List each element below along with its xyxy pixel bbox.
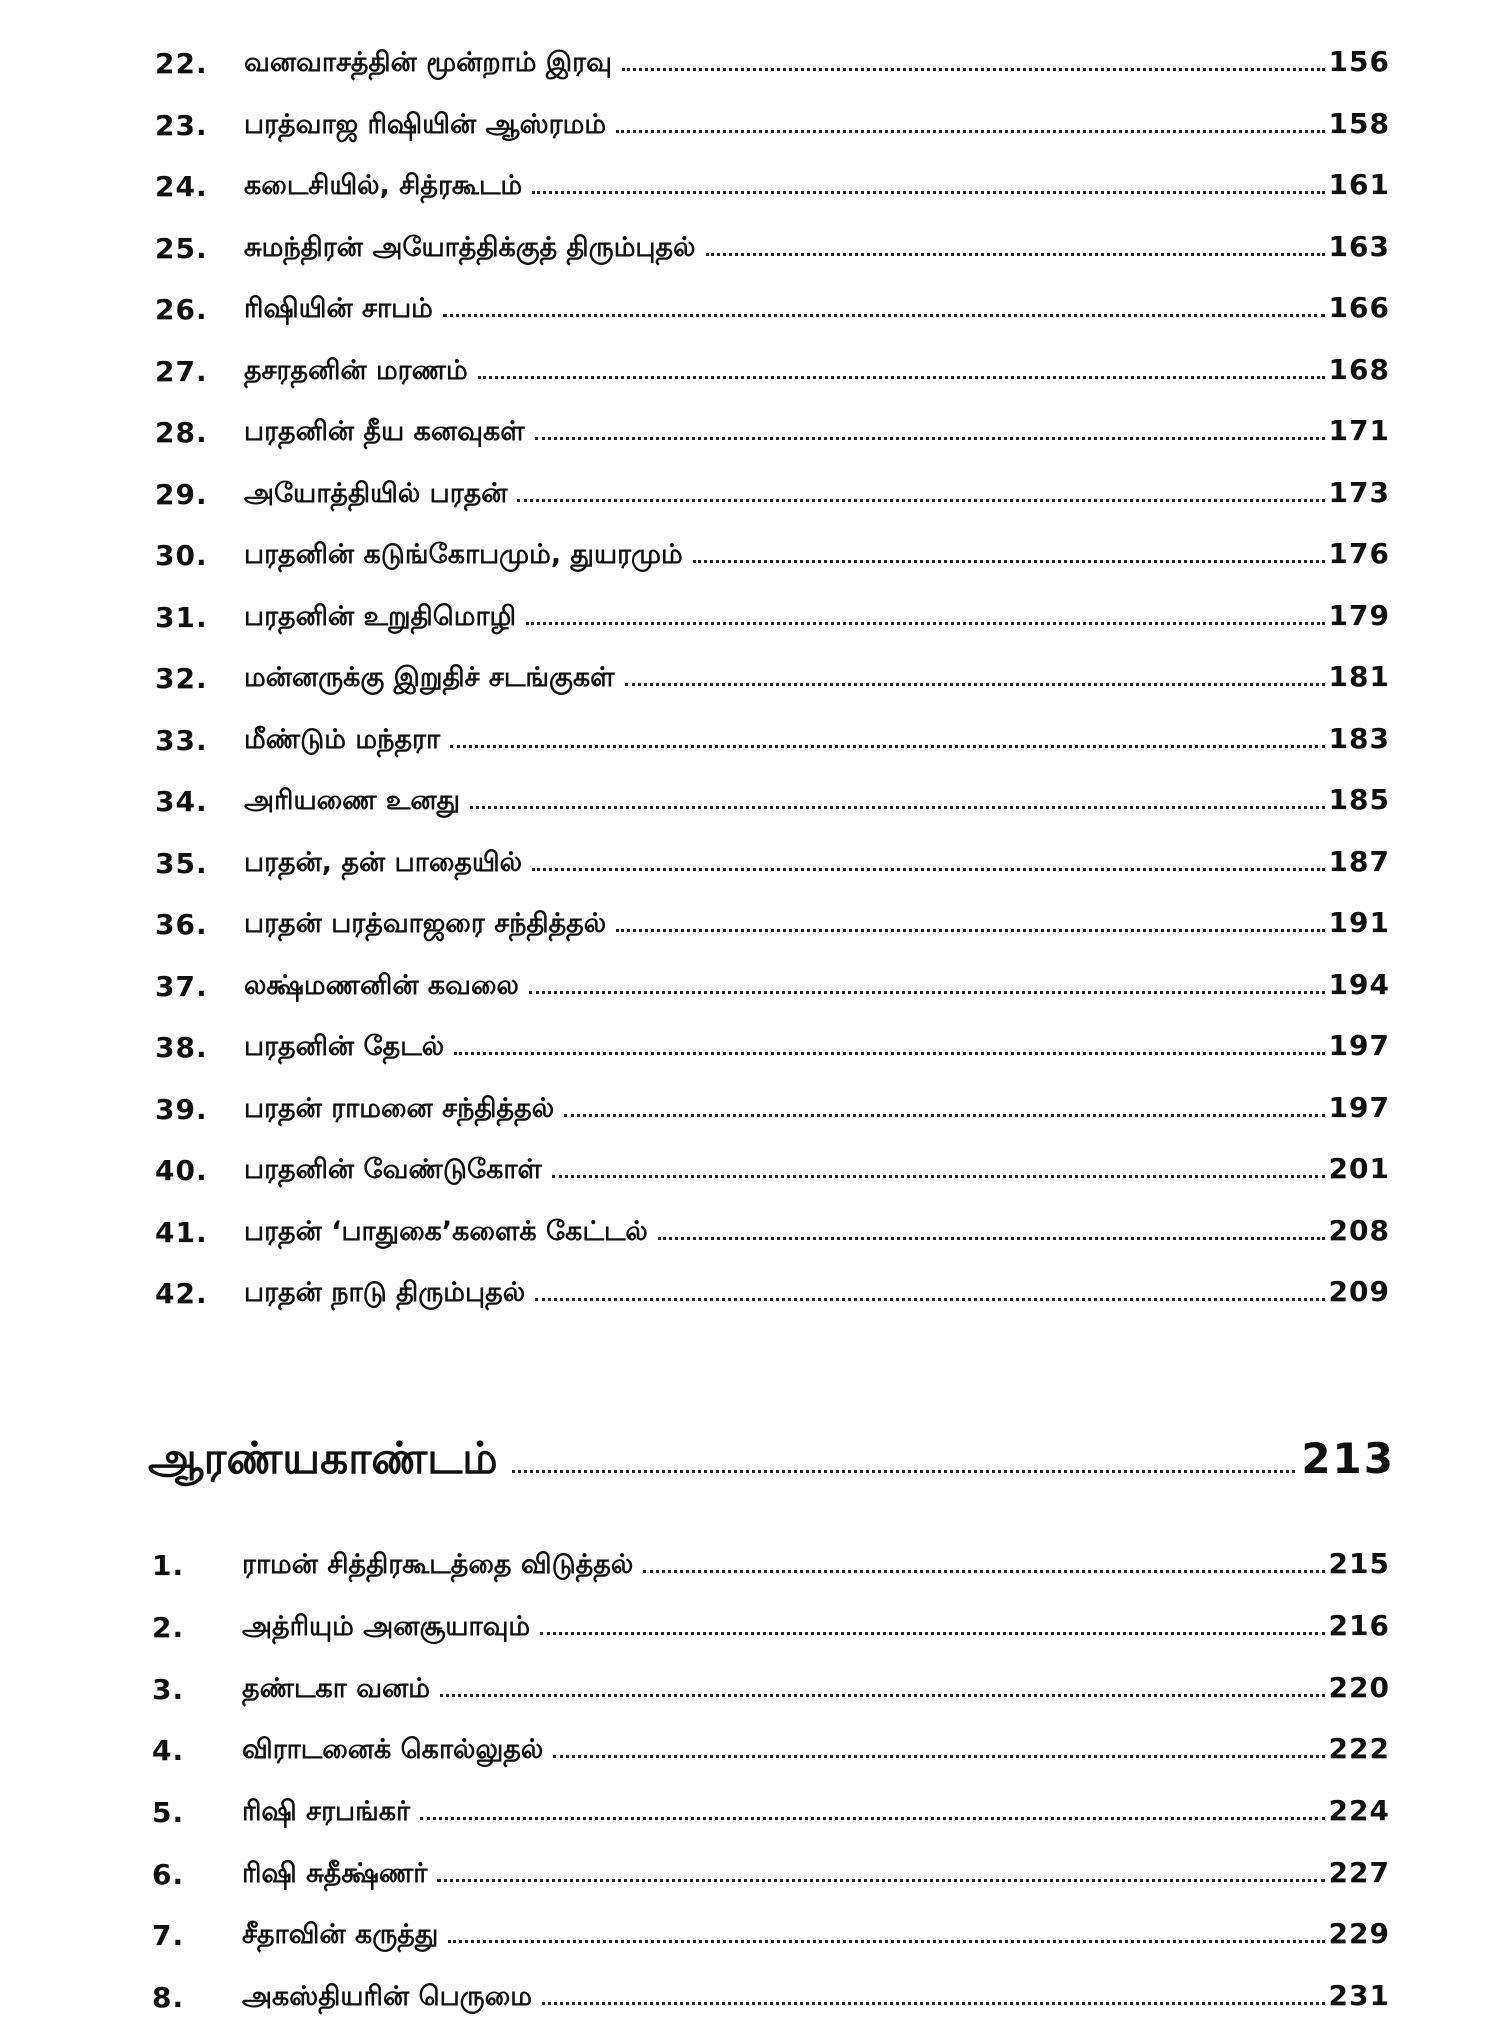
dot-leader — [542, 2002, 1325, 2005]
toc-title: சீதாவின் கருத்து — [242, 1919, 439, 1951]
toc-title: சுமந்திரன் அயோத்திக்குத் திரும்புதல் — [244, 231, 696, 263]
toc-number: 36. — [155, 908, 208, 942]
dot-leader — [616, 929, 1324, 932]
dot-leader — [454, 1052, 1324, 1055]
dot-leader — [437, 1879, 1324, 1882]
section-title: ஆரண்யகாண்டம் — [148, 1433, 498, 1484]
toc-page-number: 166 — [1328, 291, 1390, 325]
toc-page-number: 208 — [1328, 1213, 1390, 1247]
dot-leader — [540, 1632, 1324, 1635]
toc-entry — [244, 230, 1390, 267]
toc-page-number: 197 — [1328, 1029, 1390, 1063]
toc-number: 41. — [155, 1215, 208, 1249]
toc-row — [0, 1658, 1500, 1720]
dot-leader — [693, 560, 1325, 563]
toc-title: வனவாசத்தின் மூன்றாம் இரவு — [244, 47, 612, 79]
dot-leader — [625, 683, 1325, 686]
dot-leader — [535, 1298, 1324, 1301]
dot-leader — [478, 376, 1325, 379]
toc-title: அகஸ்தியரின் பெருமை — [242, 1981, 532, 2013]
dot-leader — [529, 991, 1325, 994]
toc-number: 31. — [155, 600, 208, 634]
toc-row — [0, 1079, 1500, 1141]
toc-row — [0, 1263, 1500, 1325]
toc-row — [0, 156, 1500, 218]
toc-title: தண்டகா வனம் — [242, 1672, 430, 1704]
toc-number: 7. — [152, 1919, 185, 1953]
toc-entry — [242, 1856, 1390, 1893]
toc-entry — [242, 1609, 1390, 1646]
dot-leader — [443, 314, 1325, 317]
toc-number: 34. — [155, 785, 208, 819]
toc-row — [0, 587, 1500, 649]
dot-leader — [552, 1175, 1325, 1178]
toc-page-number: 183 — [1328, 721, 1390, 755]
dot-leader — [526, 622, 1324, 625]
toc-row — [0, 1202, 1500, 1264]
toc-page-number: 215 — [1328, 1547, 1390, 1581]
toc-page-number: 168 — [1328, 352, 1390, 386]
dot-leader — [553, 1755, 1324, 1758]
toc-number: 23. — [155, 108, 208, 142]
toc-entry — [244, 906, 1390, 943]
toc-row — [0, 894, 1500, 956]
toc-entry — [244, 291, 1390, 328]
toc-page-number: 220 — [1328, 1670, 1390, 1704]
toc-row — [0, 833, 1500, 895]
dot-leader — [564, 1114, 1324, 1117]
toc-page-number: 187 — [1328, 844, 1390, 878]
toc-page-number: 158 — [1328, 106, 1390, 140]
dot-leader — [517, 499, 1324, 502]
dot-leader — [535, 437, 1325, 440]
toc-number: 22. — [155, 47, 208, 81]
toc-entry — [244, 414, 1390, 451]
toc-row — [0, 402, 1500, 464]
toc-row — [0, 33, 1500, 95]
toc-page-number: 156 — [1328, 45, 1390, 79]
section-page-number: 213 — [1301, 1434, 1395, 1483]
toc-title: ரிஷி சுதீக்ஷ்ணர் — [242, 1857, 428, 1889]
toc-title: பரத்வாஜ ரிஷியின் ஆஸ்ரமம் — [244, 108, 607, 140]
toc-title: பரதன் ராமனை சந்தித்தல் — [244, 1092, 555, 1124]
toc-page-number: 227 — [1328, 1855, 1390, 1889]
toc-number: 32. — [155, 662, 208, 696]
toc-title: பரதனின் தீய கனவுகள் — [244, 416, 525, 448]
toc-row — [0, 1967, 1500, 2029]
dot-leader — [643, 1570, 1324, 1573]
toc-title: பரதனின் கடுங்கோபமும், துயரமும் — [244, 539, 683, 571]
toc-entry — [242, 1794, 1390, 1831]
toc-page-number: 171 — [1328, 414, 1390, 448]
toc-entry — [244, 353, 1390, 390]
toc-number: 33. — [155, 723, 208, 757]
toc-title: அயோத்தியில் பரதன் — [244, 477, 508, 509]
toc-entry — [244, 845, 1390, 882]
toc-entry — [244, 1029, 1390, 1066]
toc-number: 2. — [152, 1611, 185, 1645]
toc-entry — [244, 1214, 1390, 1251]
dot-leader — [450, 745, 1324, 748]
toc-number: 24. — [155, 170, 208, 204]
toc-title: தசரதனின் மரணம் — [244, 354, 468, 386]
toc-number: 5. — [152, 1796, 185, 1830]
toc-entry — [244, 476, 1390, 513]
toc-title: அத்ரியும் அனசூயாவும் — [242, 1611, 531, 1643]
dot-leader — [420, 1817, 1324, 1820]
dot-leader — [616, 130, 1324, 133]
toc-number: 29. — [155, 477, 208, 511]
toc-number: 35. — [155, 846, 208, 880]
toc-number: 27. — [155, 354, 208, 388]
toc-title: ரிஷியின் சாபம் — [244, 293, 433, 325]
toc-page-number: 163 — [1328, 229, 1390, 263]
toc-title: அரியணை உனது — [244, 785, 460, 817]
toc-page-number: 176 — [1328, 537, 1390, 571]
toc-row — [0, 1535, 1500, 1597]
toc-entry — [244, 783, 1390, 820]
section-heading — [148, 1433, 1395, 1493]
toc-number: 6. — [152, 1857, 185, 1891]
toc-page-number: 229 — [1328, 1917, 1390, 1951]
toc-number: 28. — [155, 416, 208, 450]
toc-row — [0, 1597, 1500, 1659]
toc-page-number: 197 — [1328, 1090, 1390, 1124]
toc-row — [0, 218, 1500, 280]
toc-title: விராடனைக் கொல்லுதல் — [242, 1734, 544, 1766]
toc-row — [0, 710, 1500, 772]
toc-entry — [242, 1671, 1390, 1708]
toc-title: ரிஷி சரபங்கர் — [242, 1796, 411, 1828]
toc-title: லக்ஷ்மணனின் கவலை — [244, 969, 519, 1001]
dot-leader — [512, 1470, 1296, 1473]
toc-entry — [242, 1979, 1390, 2016]
toc-number: 37. — [155, 969, 208, 1003]
dot-leader — [658, 1237, 1325, 1240]
toc-entry — [244, 45, 1390, 82]
toc-page-number: 173 — [1328, 475, 1390, 509]
toc-number: 8. — [152, 1981, 185, 2015]
toc-row — [0, 95, 1500, 157]
toc-page-number: 194 — [1328, 967, 1390, 1001]
toc-number: 38. — [155, 1031, 208, 1065]
toc-entry — [244, 722, 1390, 759]
toc-title: பரதன் ‘பாதுகை’களைக் கேட்டல் — [244, 1215, 648, 1247]
toc-page-number: 185 — [1328, 783, 1390, 817]
toc-page-number: 181 — [1328, 660, 1390, 694]
toc-title: கடைசியில், சித்ரகூடம் — [244, 170, 523, 202]
toc-row — [0, 648, 1500, 710]
toc-page-number: 231 — [1328, 1979, 1390, 2013]
toc-page-number: 209 — [1328, 1275, 1390, 1309]
toc-entry — [244, 660, 1390, 697]
toc-list-ayodhya — [0, 33, 1500, 1325]
toc-page-number: 191 — [1328, 906, 1390, 940]
toc-page-number: 201 — [1328, 1152, 1390, 1186]
toc-entry — [244, 168, 1390, 205]
toc-number: 25. — [155, 231, 208, 265]
toc-page-number: 179 — [1328, 598, 1390, 632]
toc-row — [0, 771, 1500, 833]
toc-row — [0, 1843, 1500, 1905]
toc-title: பரதன், தன் பாதையில் — [244, 846, 523, 878]
toc-row — [0, 1140, 1500, 1202]
toc-page-number: 161 — [1328, 168, 1390, 202]
toc-entry — [244, 537, 1390, 574]
toc-title: ராமன் சித்திரகூடத்தை விடுத்தல் — [242, 1549, 634, 1581]
toc-title: பரதனின் வேண்டுகோள் — [244, 1154, 542, 1186]
toc-number: 42. — [155, 1277, 208, 1311]
toc-title: பரதன் நாடு திரும்புதல் — [244, 1277, 526, 1309]
toc-title: பரதன் பரத்வாஜரை சந்தித்தல் — [244, 908, 607, 940]
toc-entry — [244, 968, 1390, 1005]
toc-list-aranya — [0, 1535, 1500, 2029]
toc-row — [0, 464, 1500, 526]
toc-row — [0, 341, 1500, 403]
toc-title: மீண்டும் மந்தரா — [244, 723, 441, 755]
toc-page-number: 216 — [1328, 1609, 1390, 1643]
toc-number: 40. — [155, 1154, 208, 1188]
toc-row — [0, 279, 1500, 341]
toc-number: 39. — [155, 1092, 208, 1126]
dot-leader — [622, 68, 1325, 71]
dot-leader — [532, 868, 1324, 871]
toc-row — [0, 525, 1500, 587]
toc-page-number: 224 — [1328, 1794, 1390, 1828]
toc-entry — [244, 1275, 1390, 1312]
toc-row — [0, 1720, 1500, 1782]
dot-leader — [440, 1694, 1325, 1697]
toc-entry — [244, 599, 1390, 636]
toc-title: பரதனின் உறுதிமொழி — [244, 600, 517, 632]
toc-entry — [244, 1091, 1390, 1128]
toc-number: 26. — [155, 293, 208, 327]
toc-number: 3. — [152, 1672, 185, 1706]
toc-entry — [244, 1152, 1390, 1189]
toc-number: 4. — [152, 1734, 185, 1768]
toc-title: மன்னருக்கு இறுதிச் சடங்குகள் — [244, 662, 615, 694]
toc-number: 30. — [155, 539, 208, 573]
toc-entry — [244, 107, 1390, 144]
toc-row — [0, 1782, 1500, 1844]
toc-row — [0, 1905, 1500, 1967]
dot-leader — [706, 253, 1325, 256]
toc-entry — [242, 1732, 1390, 1769]
toc-entry — [242, 1547, 1390, 1584]
toc-page-number: 222 — [1328, 1732, 1390, 1766]
toc-entry — [242, 1917, 1390, 1954]
dot-leader — [448, 1940, 1324, 1943]
toc-number: 1. — [152, 1549, 185, 1583]
toc-row — [0, 956, 1500, 1018]
toc-row — [0, 1017, 1500, 1079]
dot-leader — [532, 191, 1324, 194]
toc-title: பரதனின் தேடல் — [244, 1031, 445, 1063]
dot-leader — [470, 806, 1325, 809]
